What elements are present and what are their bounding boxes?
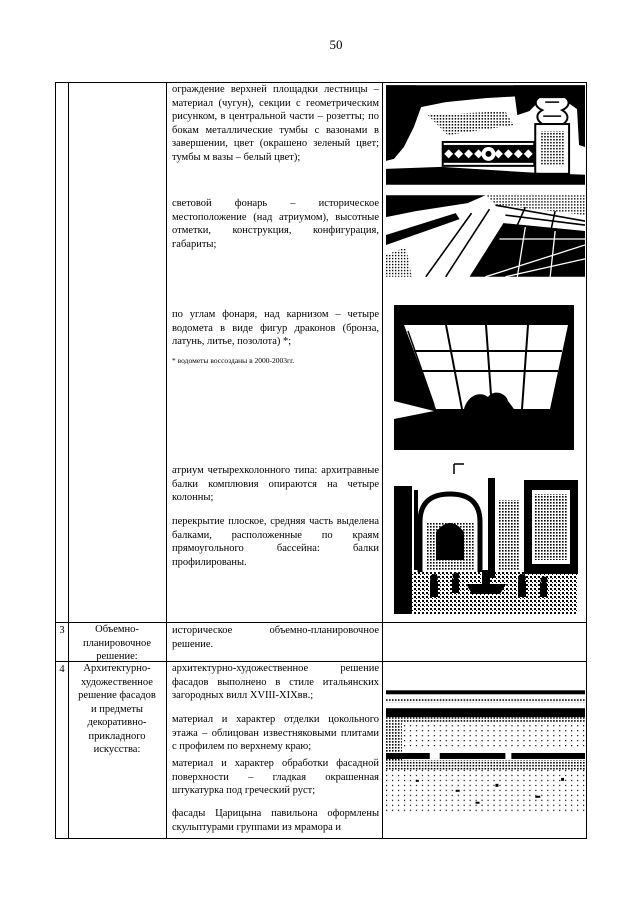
skylight-photo xyxy=(386,195,585,277)
railing-description: ограждение верхней площадки лестницы – материал (чугун), секции с геометрическим рисунком, в центральной части – розетты; по бокам металлические тумбы с вазонами в завершении, цвет (окрашено зеленый цвет; тумбы м вазы – белый цвет); xyxy=(172,84,379,163)
page-number: 50 xyxy=(329,37,343,52)
table-cell xyxy=(55,661,69,839)
atrium-photo xyxy=(394,460,578,614)
facade-photo xyxy=(386,690,585,812)
table-cell xyxy=(68,82,167,623)
table-cell xyxy=(55,82,69,623)
skylight-description: световой фонарь – историческое местоположение (над атриумом), высотные отметки, конструкция, конфигурация, габариты; xyxy=(172,198,379,250)
lantern-photo xyxy=(394,305,574,450)
stair-railing-photo xyxy=(386,85,585,185)
facade-style-description: архитектурно-художественное решение фасадов выполнено в стиле итальянских загородных вилл XVIII-XIXвв.; xyxy=(172,663,379,701)
planning-description: историческое объемно-планировочное решение. xyxy=(172,625,379,650)
row-number: 4 xyxy=(59,664,65,675)
plinth-description: материал и характер отделки цокольного этажа – облицован известняковыми плитами с профилем по верхнему краю; xyxy=(172,714,379,752)
table-cell xyxy=(382,622,587,662)
row-number: 3 xyxy=(59,625,65,636)
fountains-footnote: * водометы воссозданы в 2000-2003гг. xyxy=(172,356,295,365)
facade-surface-description: материал и характер обработки фасадной поверхности – гладкая окрашенная штукатурка под греческий руст; xyxy=(172,758,379,796)
fountains-description: по углам фонаря, над карнизом – четыре водомета в виде фигур драконов (бронза, латунь, литье, позолота) *; xyxy=(172,309,379,347)
atrium-description: атриум четырехколонного типа: архитравные балки комплювия опираются на четыре колонны; xyxy=(172,465,379,503)
facade-sculpture-description: фасады Царицына павильона оформлены скульптурами группами из мрамора и xyxy=(172,808,379,833)
ceiling-description: перекрытие плоское, средняя часть выделена балками, расположенные по краям прямоугольного бассейна: балки профилированы. xyxy=(172,516,379,568)
row-title: Объемно-планировочное решение: xyxy=(82,624,152,662)
row-title: Архитектурно-художественное решение фасадов и предметы декоративно-прикладного искусства: xyxy=(78,663,156,755)
